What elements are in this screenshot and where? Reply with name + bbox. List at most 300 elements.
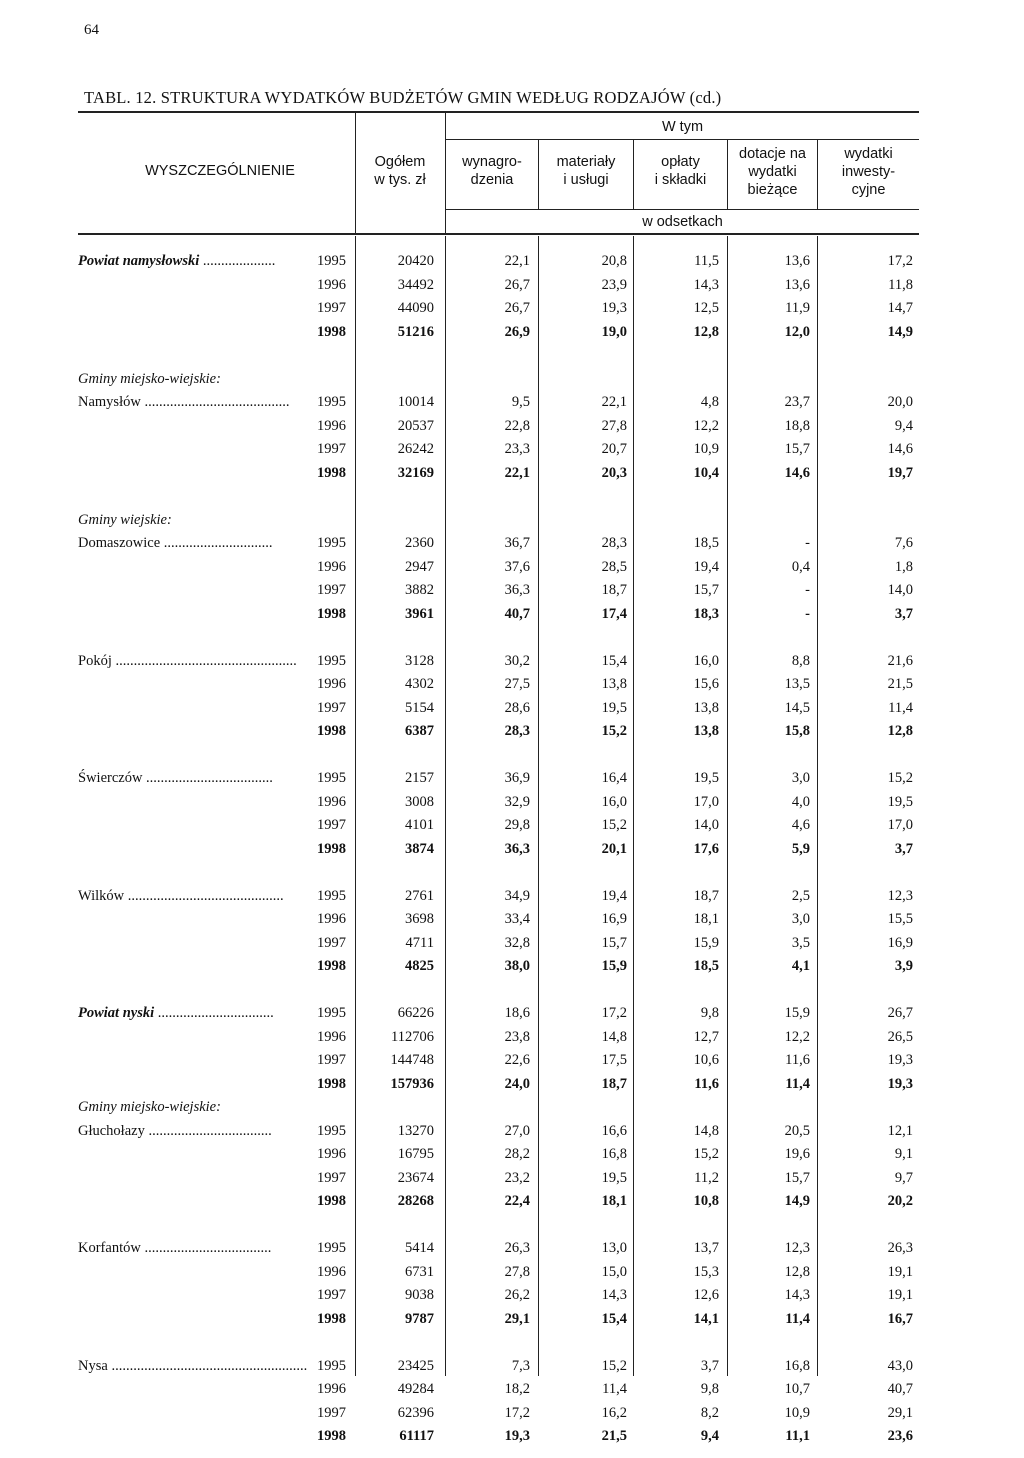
- row-spacer: [0, 979, 1024, 1003]
- dotacje-cell: 15,8: [784, 723, 810, 739]
- materialy-cell: 21,5: [601, 1428, 627, 1444]
- oplaty-cell: 15,6: [693, 676, 719, 692]
- inwestycyjne-cell: 14,7: [887, 300, 913, 316]
- total-cell: 20420: [397, 253, 434, 269]
- inwestycyjne-cell: 26,3: [887, 1240, 913, 1256]
- year-cell: 1996: [317, 911, 346, 927]
- wynagrodzenia-cell: 23,8: [504, 1028, 530, 1045]
- header-col2-line1: wynagro-: [462, 154, 522, 170]
- inwestycyjne-cell: 11,4: [888, 699, 913, 716]
- row-spacer: [0, 1331, 1024, 1355]
- wynagrodzenia-cell: 27,8: [504, 1263, 530, 1280]
- dotacje-cell: 12,0: [784, 323, 810, 340]
- table-row: [0, 250, 1024, 274]
- header-col1-line2: w tys. zł: [374, 172, 426, 188]
- total-cell: 10014: [397, 394, 434, 410]
- oplaty-cell: 19,5: [693, 770, 719, 786]
- year-cell: 1997: [317, 934, 346, 951]
- wynagrodzenia-cell: 28,3: [504, 723, 530, 739]
- oplaty-cell: 11,5: [694, 253, 719, 269]
- materialy-cell: 19,5: [601, 1169, 627, 1186]
- header-col6-line2: inwesty-: [841, 164, 896, 180]
- dotacje-cell: 11,6: [785, 1052, 810, 1068]
- dotacje-cell: 3,0: [791, 911, 810, 927]
- materialy-cell: 20,1: [601, 840, 627, 857]
- row-name: [78, 885, 284, 909]
- year-cell: 1998: [317, 723, 346, 739]
- year-cell: 1996: [317, 793, 346, 810]
- inwestycyjne-cell: 3,7: [894, 605, 913, 622]
- row-name-text: Domaszowice: [78, 535, 161, 551]
- wynagrodzenia-cell: 19,3: [504, 1428, 530, 1444]
- header-col5-line3: bieżące: [747, 182, 798, 198]
- header-col4-line2: i składki: [654, 172, 707, 188]
- year-cell: 1998: [317, 323, 346, 340]
- leader-dots: ..............................: [160, 535, 273, 551]
- header-col5-line2: wydatki: [748, 164, 797, 180]
- dotacje-cell: 12,8: [784, 1263, 810, 1280]
- row-name: [78, 650, 297, 674]
- leader-dots: ....................: [199, 253, 276, 269]
- total-cell: 13270: [397, 1122, 434, 1139]
- total-cell: 3008: [405, 793, 434, 810]
- materialy-cell: 15,2: [601, 1357, 627, 1374]
- table-row: [0, 1425, 1024, 1449]
- wynagrodzenia-cell: 28,2: [504, 1146, 530, 1162]
- table-row: [0, 438, 1024, 462]
- header-col5-line1: dotacje na: [739, 146, 806, 162]
- table-body: [0, 250, 1024, 1449]
- leader-dots: ................................: [154, 1005, 274, 1021]
- dotacje-cell: 11,4: [785, 1075, 810, 1092]
- wynagrodzenia-cell: 32,8: [504, 934, 530, 951]
- table-row: [0, 1190, 1024, 1214]
- inwestycyjne-cell: 20,0: [887, 394, 913, 410]
- inwestycyjne-cell: 17,0: [887, 817, 913, 833]
- wynagrodzenia-cell: 26,7: [504, 276, 530, 293]
- table-title: TABL. 12. STRUKTURA WYDATKÓW BUDŻETÓW GMIN WEDŁUG RODZAJÓW (cd.): [84, 88, 722, 107]
- leader-dots: ...........................................: [124, 887, 284, 904]
- row-spacer: [0, 1214, 1024, 1238]
- table-row: [0, 1026, 1024, 1050]
- inwestycyjne-cell: 14,0: [887, 582, 913, 598]
- materialy-cell: 20,8: [601, 253, 627, 269]
- total-cell: 34492: [397, 276, 434, 293]
- dotacje-cell: 11,9: [785, 300, 810, 316]
- wynagrodzenia-cell: 22,1: [504, 464, 530, 481]
- table-row: [0, 1378, 1024, 1402]
- row-name-text: Korfantów: [78, 1240, 141, 1256]
- total-cell: 3128: [405, 652, 434, 669]
- row-name: [78, 391, 289, 415]
- table-row: [0, 814, 1024, 838]
- total-cell: 3961: [405, 605, 434, 622]
- total-cell: 66226: [397, 1005, 434, 1021]
- total-cell: 9038: [405, 1287, 434, 1303]
- materialy-cell: 15,0: [601, 1263, 627, 1280]
- year-cell: 1995: [317, 652, 346, 669]
- wynagrodzenia-cell: 32,9: [504, 793, 530, 810]
- table-row: [0, 1284, 1024, 1308]
- total-cell: 4825: [405, 958, 434, 974]
- inwestycyjne-cell: 19,1: [887, 1263, 913, 1280]
- year-cell: 1996: [317, 1028, 346, 1045]
- total-cell: 23425: [397, 1357, 434, 1374]
- materialy-cell: 18,1: [601, 1193, 627, 1209]
- oplaty-cell: 17,6: [693, 840, 719, 857]
- materialy-cell: 15,4: [601, 652, 627, 669]
- row-name-text: Namysłów: [78, 394, 141, 410]
- row-name-text: Świerczów: [78, 770, 143, 786]
- inwestycyjne-cell: 15,2: [887, 770, 913, 786]
- oplaty-cell: 16,0: [693, 652, 719, 669]
- table-row: [0, 274, 1024, 298]
- year-cell: 1995: [317, 1005, 346, 1021]
- header-col3: [539, 153, 633, 189]
- materialy-cell: 18,7: [601, 1075, 627, 1092]
- materialy-cell: 20,3: [601, 464, 627, 481]
- row-spacer: [0, 861, 1024, 885]
- materialy-cell: 17,2: [601, 1005, 627, 1021]
- materialy-cell: 16,0: [601, 793, 627, 810]
- oplaty-cell: 3,7: [700, 1357, 719, 1374]
- oplaty-cell: 14,8: [693, 1122, 719, 1139]
- table-row: [0, 1355, 1024, 1379]
- year-cell: 1996: [317, 1381, 346, 1397]
- year-cell: 1998: [317, 958, 346, 974]
- header-col6-line1: wydatki: [844, 146, 893, 162]
- inwestycyjne-cell: 9,7: [894, 1169, 913, 1186]
- table-header: [0, 0, 1024, 240]
- oplaty-cell: 8,2: [700, 1404, 719, 1421]
- oplaty-cell: 12,6: [693, 1287, 719, 1303]
- wynagrodzenia-cell: 22,8: [504, 417, 530, 434]
- wynagrodzenia-cell: 33,4: [504, 911, 530, 927]
- year-cell: 1996: [317, 1263, 346, 1280]
- dotacje-cell: 13,6: [784, 253, 810, 269]
- table-row: [0, 297, 1024, 321]
- inwestycyjne-cell: 15,5: [887, 911, 913, 927]
- header-w-tym: W tym: [661, 119, 704, 135]
- wynagrodzenia-cell: 34,9: [504, 887, 530, 904]
- table-row: [0, 885, 1024, 909]
- oplaty-cell: 13,8: [693, 723, 719, 739]
- dotacje-cell: 20,5: [784, 1122, 810, 1139]
- dotacje-cell: 14,6: [784, 464, 810, 481]
- oplaty-cell: 12,5: [693, 300, 719, 316]
- inwestycyjne-cell: 16,7: [887, 1310, 913, 1327]
- inwestycyjne-cell: 14,6: [887, 441, 913, 457]
- wynagrodzenia-cell: 18,6: [504, 1005, 530, 1021]
- row-name: [78, 1002, 274, 1026]
- materialy-cell: 16,2: [601, 1404, 627, 1421]
- wynagrodzenia-cell: 29,8: [504, 817, 530, 833]
- inwestycyjne-cell: 14,9: [887, 323, 913, 340]
- dotacje-cell: 13,5: [784, 676, 810, 692]
- header-w-odsetkach: w odsetkach: [642, 214, 723, 230]
- dotacje-cell: 16,8: [784, 1357, 810, 1374]
- dotacje-cell: -: [805, 535, 810, 551]
- row-name: [78, 1355, 307, 1379]
- wynagrodzenia-cell: 9,5: [511, 394, 530, 410]
- inwestycyjne-cell: 9,1: [894, 1146, 913, 1162]
- oplaty-cell: 18,5: [693, 535, 719, 551]
- table-row: [0, 1261, 1024, 1285]
- total-cell: 49284: [397, 1381, 434, 1397]
- w-tym-rule: [445, 139, 919, 140]
- wynagrodzenia-cell: 22,6: [504, 1052, 530, 1068]
- header-col2: [446, 153, 538, 189]
- year-cell: 1996: [317, 676, 346, 692]
- row-name: [78, 532, 273, 556]
- total-cell: 4101: [405, 817, 434, 833]
- section-label: Gminy miejsko-wiejskie:: [78, 1099, 221, 1115]
- row-name-text: Pokój: [78, 652, 112, 669]
- table-row: [0, 673, 1024, 697]
- wynagrodzenia-cell: 26,3: [504, 1240, 530, 1256]
- oplaty-cell: 19,4: [693, 558, 719, 575]
- wynagrodzenia-cell: 22,4: [504, 1193, 530, 1209]
- table-row: [0, 1237, 1024, 1261]
- table-row: [0, 1402, 1024, 1426]
- dotacje-cell: 14,3: [784, 1287, 810, 1303]
- dotacje-cell: 13,6: [784, 276, 810, 293]
- header-col0: WYSZCZEGÓLNIENIE: [145, 163, 295, 179]
- header-col5: [728, 145, 817, 199]
- inwestycyjne-cell: 19,3: [887, 1075, 913, 1092]
- oplaty-cell: 18,5: [693, 958, 719, 974]
- dotacje-cell: 10,9: [784, 1404, 810, 1421]
- inwestycyjne-cell: 11,8: [888, 276, 913, 293]
- year-cell: 1996: [317, 417, 346, 434]
- oplaty-cell: 15,2: [693, 1146, 719, 1162]
- dotacje-cell: 11,1: [785, 1428, 810, 1444]
- oplaty-cell: 18,1: [693, 911, 719, 927]
- table-row: [0, 556, 1024, 580]
- wynagrodzenia-cell: 36,7: [504, 535, 530, 551]
- total-cell: 28268: [397, 1193, 434, 1209]
- total-cell: 23674: [397, 1169, 434, 1186]
- wynagrodzenia-cell: 26,2: [504, 1287, 530, 1303]
- inwestycyjne-cell: 21,5: [887, 676, 913, 692]
- dotacje-cell: 18,8: [784, 417, 810, 434]
- leader-dots: ........................................: [140, 394, 290, 410]
- materialy-cell: 19,4: [601, 887, 627, 904]
- table-row: [0, 462, 1024, 486]
- wynagrodzenia-cell: 40,7: [504, 605, 530, 622]
- total-cell: 9787: [405, 1310, 434, 1327]
- dotacje-cell: 5,9: [791, 840, 810, 857]
- oplaty-cell: 14,0: [693, 817, 719, 833]
- leader-dots: ..................................: [144, 1122, 272, 1139]
- wynagrodzenia-cell: 27,0: [504, 1122, 530, 1139]
- table-row: [0, 1073, 1024, 1097]
- header-col2-line2: dzenia: [470, 172, 514, 188]
- year-cell: 1997: [317, 1404, 346, 1421]
- materialy-cell: 19,3: [601, 300, 627, 316]
- wynagrodzenia-cell: 26,9: [504, 323, 530, 340]
- oplaty-cell: 9,8: [700, 1381, 719, 1397]
- inwestycyjne-cell: 16,9: [887, 934, 913, 951]
- inwestycyjne-cell: 40,7: [887, 1381, 913, 1397]
- dotacje-cell: 4,0: [791, 793, 810, 810]
- total-cell: 3698: [405, 911, 434, 927]
- oplaty-cell: 12,2: [693, 417, 719, 434]
- materialy-cell: 15,4: [601, 1310, 627, 1327]
- materialy-cell: 18,7: [601, 582, 627, 598]
- materialy-cell: 20,7: [601, 441, 627, 457]
- materialy-cell: 19,0: [601, 323, 627, 340]
- row-name-text: Wilków: [78, 887, 125, 904]
- year-cell: 1995: [317, 1240, 346, 1256]
- year-cell: 1995: [317, 253, 346, 269]
- total-cell: 2761: [405, 887, 434, 904]
- dotacje-cell: 23,7: [784, 394, 810, 410]
- leader-dots: ..................................................: [111, 652, 297, 669]
- oplaty-cell: 10,9: [693, 441, 719, 457]
- year-cell: 1998: [317, 1193, 346, 1209]
- table-row: [0, 579, 1024, 603]
- oplaty-cell: 13,8: [693, 699, 719, 716]
- total-cell: 2360: [405, 535, 434, 551]
- dotacje-cell: 14,9: [784, 1193, 810, 1209]
- inwestycyjne-cell: 12,8: [887, 723, 913, 739]
- materialy-cell: 15,7: [601, 934, 627, 951]
- wynagrodzenia-cell: 36,9: [504, 770, 530, 786]
- year-cell: 1996: [317, 276, 346, 293]
- wynagrodzenia-cell: 23,3: [504, 441, 530, 457]
- inwestycyjne-cell: 1,8: [894, 558, 913, 575]
- inwestycyjne-cell: 3,7: [894, 840, 913, 857]
- inwestycyjne-cell: 9,4: [894, 417, 913, 434]
- inwestycyjne-cell: 26,7: [887, 1005, 913, 1021]
- materialy-cell: 17,4: [601, 605, 627, 622]
- oplaty-cell: 18,7: [693, 887, 719, 904]
- page-number: 64: [84, 22, 99, 38]
- wynagrodzenia-cell: 18,2: [504, 1381, 530, 1397]
- table-row: [0, 1120, 1024, 1144]
- year-cell: 1998: [317, 464, 346, 481]
- inwestycyjne-cell: 12,1: [887, 1122, 913, 1139]
- header-col6: [818, 145, 919, 199]
- table-row: [0, 908, 1024, 932]
- year-cell: 1997: [317, 441, 346, 457]
- oplaty-cell: 15,7: [693, 582, 719, 598]
- inwestycyjne-cell: 19,5: [887, 793, 913, 810]
- inwestycyjne-cell: 23,6: [887, 1428, 913, 1444]
- oplaty-cell: 15,3: [693, 1263, 719, 1280]
- section-label: Gminy miejsko-wiejskie:: [78, 370, 221, 387]
- total-cell: 3874: [405, 840, 434, 857]
- inwestycyjne-cell: 19,1: [887, 1287, 913, 1303]
- total-cell: 44090: [397, 300, 434, 316]
- wynagrodzenia-cell: 36,3: [504, 582, 530, 598]
- inwestycyjne-cell: 12,3: [887, 887, 913, 904]
- row-name-text: Powiat nyski: [78, 1005, 155, 1021]
- header-col1-line1: Ogółem: [374, 154, 426, 170]
- row-name: [78, 1237, 271, 1261]
- inwestycyjne-cell: 17,2: [887, 253, 913, 269]
- oplaty-cell: 9,8: [700, 1005, 719, 1021]
- dotacje-cell: 10,7: [784, 1381, 810, 1397]
- inwestycyjne-cell: 21,6: [887, 652, 913, 669]
- leader-dots: ...................................: [142, 770, 273, 786]
- row-spacer: [0, 626, 1024, 650]
- row-spacer: [0, 485, 1024, 509]
- total-cell: 5414: [405, 1240, 434, 1256]
- materialy-cell: 16,9: [601, 911, 627, 927]
- materialy-cell: 28,3: [601, 535, 627, 551]
- header-col3-line1: materiały: [556, 154, 616, 170]
- oplaty-cell: 11,6: [694, 1075, 719, 1092]
- year-cell: 1995: [317, 1357, 346, 1374]
- oplaty-cell: 13,7: [693, 1240, 719, 1256]
- materialy-cell: 16,4: [601, 770, 627, 786]
- materialy-cell: 11,4: [602, 1381, 627, 1397]
- wynagrodzenia-cell: 26,7: [504, 300, 530, 316]
- materialy-cell: 22,1: [601, 394, 627, 410]
- oplaty-cell: 14,1: [693, 1310, 719, 1327]
- header-col6-line3: cyjne: [851, 182, 886, 198]
- table-row: [0, 1002, 1024, 1026]
- year-cell: 1995: [317, 770, 346, 786]
- year-cell: 1997: [317, 1287, 346, 1303]
- year-cell: 1997: [317, 582, 346, 598]
- table-row: [0, 391, 1024, 415]
- table-row: [0, 532, 1024, 556]
- year-cell: 1997: [317, 1169, 346, 1186]
- table-row: [0, 955, 1024, 979]
- inwestycyjne-cell: 43,0: [887, 1357, 913, 1374]
- header-col3-line2: i usługi: [563, 172, 609, 188]
- year-cell: 1998: [317, 840, 346, 857]
- total-cell: 6387: [405, 723, 434, 739]
- materialy-cell: 13,0: [601, 1240, 627, 1256]
- wynagrodzenia-cell: 36,3: [504, 840, 530, 857]
- wynagrodzenia-cell: 28,6: [504, 699, 530, 716]
- year-cell: 1998: [317, 1075, 346, 1092]
- inwestycyjne-cell: 7,6: [894, 535, 913, 551]
- materialy-cell: 14,8: [601, 1028, 627, 1045]
- table-row: [0, 720, 1024, 744]
- table-row: [0, 791, 1024, 815]
- table-row: [0, 1308, 1024, 1332]
- year-cell: 1997: [317, 817, 346, 833]
- row-name-text: Nysa: [78, 1357, 108, 1374]
- header-col4: [634, 153, 727, 189]
- wynagrodzenia-cell: 17,2: [504, 1404, 530, 1421]
- row-spacer: [0, 344, 1024, 368]
- header-top-rule: [78, 111, 919, 113]
- oplaty-cell: 12,7: [693, 1028, 719, 1045]
- wynagrodzenia-cell: 22,1: [504, 253, 530, 269]
- year-cell: 1995: [317, 887, 346, 904]
- header-col4-line1: opłaty: [661, 154, 700, 170]
- total-cell: 6731: [405, 1263, 434, 1280]
- year-cell: 1998: [317, 1310, 346, 1327]
- materialy-cell: 15,9: [601, 958, 627, 974]
- table-row: [0, 1167, 1024, 1191]
- dotacje-cell: 14,5: [784, 699, 810, 716]
- year-cell: 1997: [317, 699, 346, 716]
- total-cell: 2947: [405, 558, 434, 575]
- dotacje-cell: 19,6: [784, 1146, 810, 1162]
- w-odsetkach-rule: [445, 209, 919, 210]
- inwestycyjne-cell: 19,7: [887, 464, 913, 481]
- dotacje-cell: -: [805, 582, 810, 598]
- wynagrodzenia-cell: 30,2: [504, 652, 530, 669]
- dotacje-cell: -: [805, 605, 810, 622]
